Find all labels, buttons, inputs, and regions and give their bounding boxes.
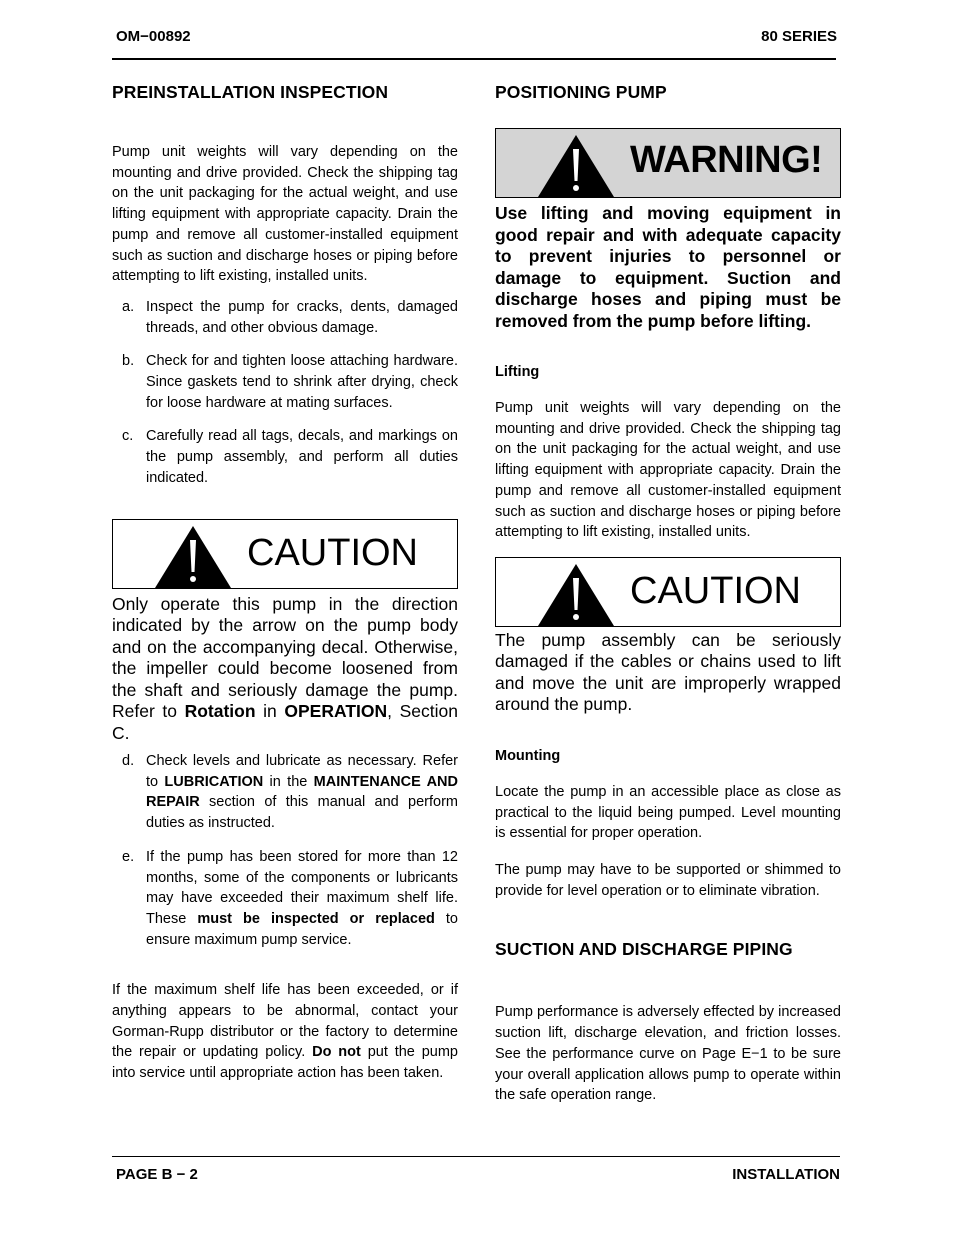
lifting-heading: Lifting bbox=[495, 364, 540, 380]
positioning-heading: POSITIONING PUMP bbox=[495, 82, 667, 102]
closing-paragraph: If the maximum shelf life has been exceeded, or if anything appears to be abnormal, contact your Gorman-Rupp distributor or the factory to determine the repair or updating policy. Do not put the pump into service until appropriate action has been taken. bbox=[112, 982, 458, 1082]
list-item bbox=[112, 297, 458, 338]
header-rule bbox=[112, 58, 836, 60]
list-text: Carefully read all tags, decals, and markings on the pump assembly, and perform all duties indicated. bbox=[146, 428, 458, 486]
list-marker: d. bbox=[122, 753, 135, 770]
caution-box bbox=[495, 557, 841, 627]
list-item bbox=[112, 351, 458, 413]
exclamation-triangle-icon bbox=[536, 562, 616, 626]
mounting-heading: Mounting bbox=[495, 747, 561, 764]
list-text: Check levels and lubricate as necessary. Refer to LUBRICATION in the MAINTENANCE AND REPAIR section of this manual and perform duties as instructed. bbox=[146, 753, 458, 832]
caution-text: Only operate this pump in the direction indicated by the arrow on the pump body and on the accompanying decal. Otherwise, the impeller could become loosened from the shaft and seriously damage the pump. Refer to Rotation in OPERATION, Section C. bbox=[112, 593, 458, 743]
warning-text: Use lifting and moving equipment in good repair and with adequate capacity to prevent injuries to personnel or damage to equipment. Suction and discharge hoses and piping must be removed from the pump before lifting. bbox=[495, 203, 841, 331]
footer-rule bbox=[112, 1156, 840, 1157]
caution-text: The pump assembly can be seriously damaged if the cables or chains used to lift and move the unit are improperly wrapped around the pump. bbox=[495, 629, 841, 715]
mounting-text: The pump may have to be supported or shimmed to provide for level operation or to eliminate vibration. bbox=[495, 862, 841, 899]
list-item bbox=[112, 426, 458, 488]
caution-label: CAUTION bbox=[247, 531, 418, 574]
lifting-text: Pump unit weights will vary depending on the mounting and drive provided. Check the shipping tag on the unit packaging for the actual weight, and use lifting equipment with appropriate capacity. Drain the pump and remove all customer-installed equipment such as suction and discharge hoses or piping before attempting to lift existing, installed units. bbox=[495, 400, 841, 541]
preinstallation-heading: PREINSTALLATION INSPECTION bbox=[112, 82, 389, 102]
warning-label: WARNING! bbox=[630, 139, 823, 181]
warning-box bbox=[495, 128, 841, 198]
mounting-text: Locate the pump in an accessible place as close as practical to the liquid being pumped. Level mounting is essential for proper operation. bbox=[495, 783, 841, 842]
list-marker: b. bbox=[122, 353, 135, 370]
list-item bbox=[112, 847, 458, 951]
list-marker: e. bbox=[122, 848, 135, 865]
page-number: PAGE B − 2 bbox=[116, 1166, 198, 1183]
list-item bbox=[112, 751, 458, 834]
list-text: If the pump has been stored for more than 12 months, some of the components or lubricants may have exceeded their maximum shelf life. These must be inspected or replaced to ensure maximum pump service. bbox=[146, 848, 458, 948]
caution-label: CAUTION bbox=[630, 569, 801, 612]
piping-heading: SUCTION AND DISCHARGE PIPING bbox=[495, 939, 793, 960]
left-column bbox=[112, 80, 458, 1084]
exclamation-triangle-icon bbox=[153, 524, 233, 588]
list-text: Inspect the pump for cracks, dents, damaged threads, and other obvious damage. bbox=[146, 298, 458, 336]
exclamation-triangle-icon bbox=[536, 133, 616, 197]
caution-box bbox=[112, 519, 458, 589]
list-text: Check for and tighten loose attaching hardware. Since gaskets tend to shrink after drying, check for loose hardware at mating surfaces. bbox=[146, 353, 458, 411]
piping-text: Pump performance is adversely effected by increased suction lift, discharge elevation, and friction losses. See the performance curve on Page E−1 to be sure your overall application allows pump to operate within the safe operation range. bbox=[495, 1004, 841, 1104]
series-label: 80 SERIES bbox=[761, 28, 837, 45]
doc-number: OM−00892 bbox=[116, 28, 191, 45]
right-column bbox=[495, 80, 841, 1106]
preinstallation-intro: Pump unit weights will vary depending on the mounting and drive provided. Check the shipping tag on the unit packaging for the actual weight, and use lifting equipment with appropriate capacity. Drain the pump and remove all customer-installed equipment such as suction and discharge hoses or piping before attempting to lift existing, installed units. bbox=[112, 144, 458, 285]
section-name: INSTALLATION bbox=[732, 1166, 840, 1183]
list-marker: a. bbox=[122, 298, 135, 315]
list-marker: c. bbox=[122, 428, 134, 445]
